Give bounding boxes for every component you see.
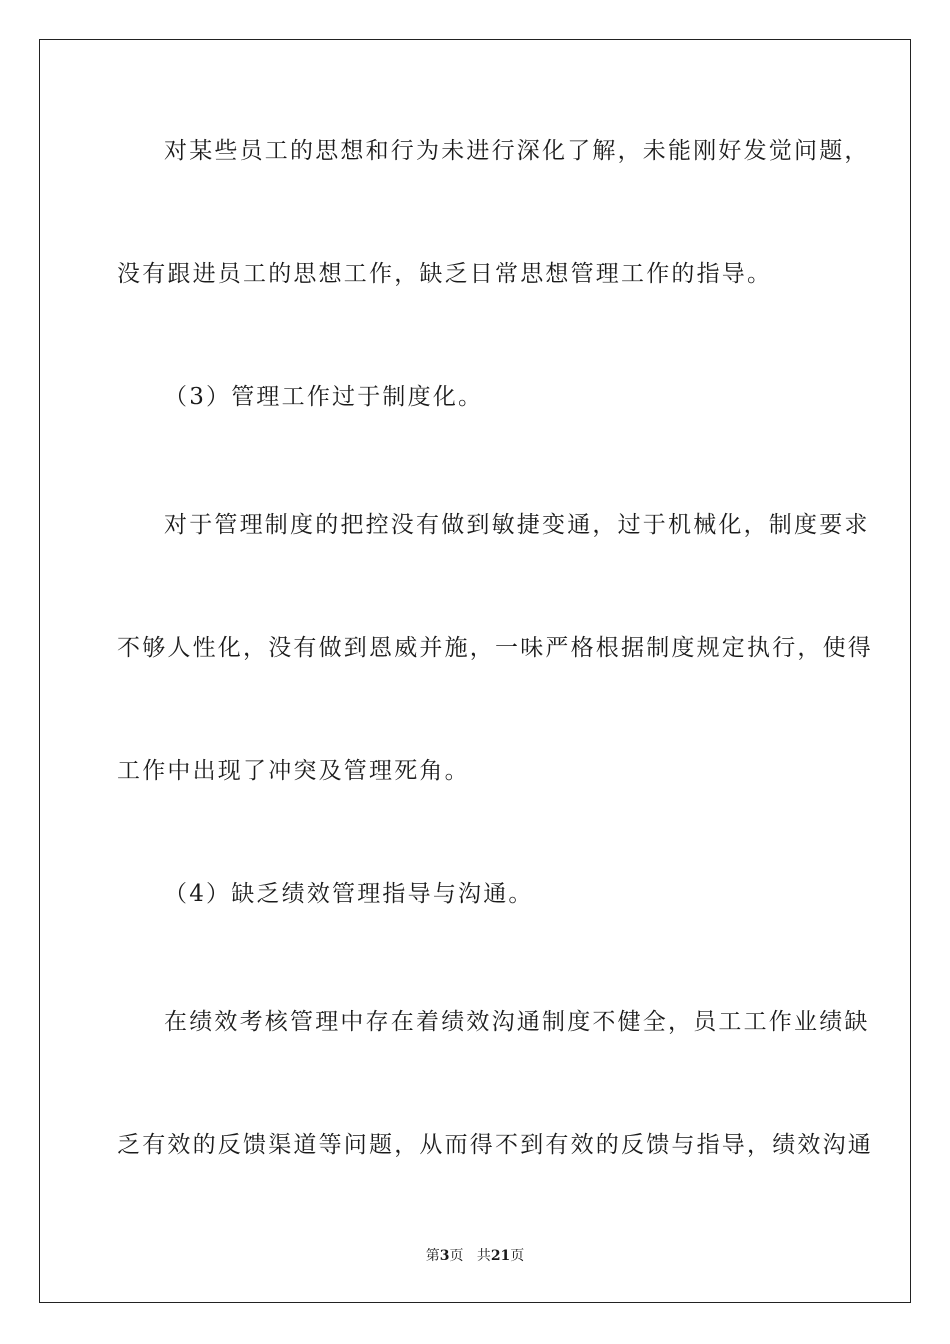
text-line-2: 没有跟进员工的思想工作，缺乏日常思想管理工作的指导。 xyxy=(117,261,773,287)
footer-page-prefix: 第 xyxy=(425,1248,440,1264)
footer-total-prefix: 共 xyxy=(476,1248,491,1264)
text-line-9: 乏有效的反馈渠道等问题，从而得不到有效的反馈与指导，绩效沟通 xyxy=(117,1132,873,1158)
page-border xyxy=(39,39,911,1303)
text-line-5: 不够人性化，没有做到恩威并施，一味严格根据制度规定执行，使得 xyxy=(117,635,873,661)
page-footer xyxy=(0,1247,950,1265)
text-line-1: 对某些员工的思想和行为未进行深化了解，未能刚好发觉问题， xyxy=(164,138,870,164)
footer-total-suffix: 页 xyxy=(510,1248,525,1264)
footer-page-suffix: 页 xyxy=(449,1248,464,1264)
text-line-4: 对于管理制度的把控没有做到敏捷变通，过于机械化，制度要求 xyxy=(164,512,870,538)
footer-total-pages: 21 xyxy=(490,1248,511,1264)
section-heading-3: （3）管理工作过于制度化。 xyxy=(164,384,484,410)
text-line-8: 在绩效考核管理中存在着绩效沟通制度不健全，员工工作业绩缺 xyxy=(164,1009,870,1035)
section-heading-4: （4）缺乏绩效管理指导与沟通。 xyxy=(164,881,534,907)
footer-page-number: 3 xyxy=(439,1248,450,1264)
text-line-6: 工作中出现了冲突及管理死角。 xyxy=(117,758,470,784)
